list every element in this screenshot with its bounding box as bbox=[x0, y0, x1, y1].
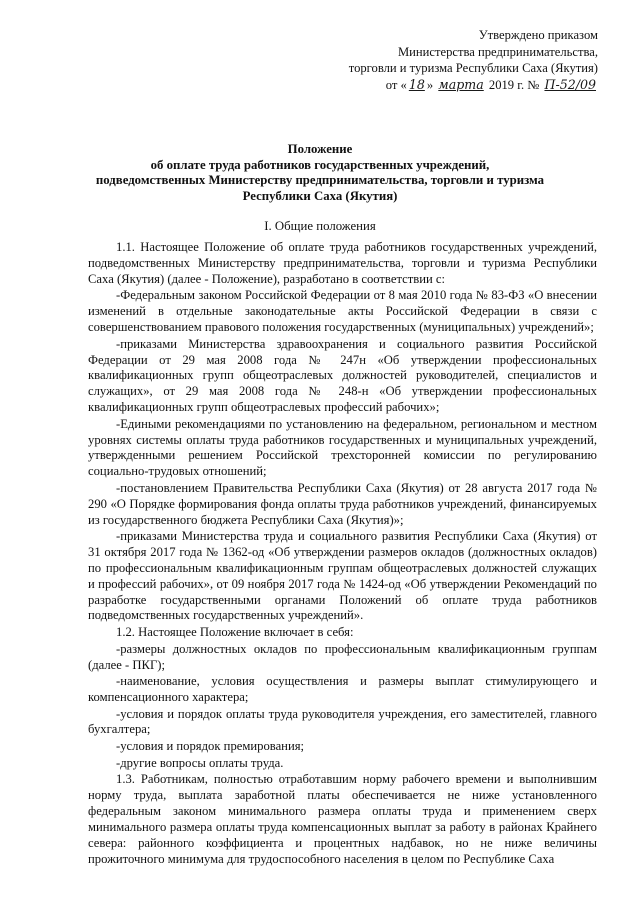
paragraph: -постановлением Правительства Республики Саха (Якутия) от 28 августа 2017 года № 290 «О Порядке формирования фонда оплаты труда работников учреждений, финансируемых из государственного бюджета Республики Саха (Якутия)»; bbox=[88, 480, 597, 527]
paragraph: -Федеральным законом Российской Федерации от 8 мая 2010 года № 83-ФЗ «О внесении изменений в отдельные законодательные акты Российской Федерации в связи с совершенствованием правового положения государственных (муниципальных) учреждений»; bbox=[88, 288, 597, 335]
date-mid: » bbox=[426, 77, 437, 92]
paragraph: -размеры должностных окладов по профессиональным квалификационным группам (далее - ПКГ); bbox=[88, 641, 597, 672]
approval-block bbox=[298, 27, 598, 93]
title-line-1: Положение bbox=[287, 142, 353, 156]
paragraph: 1.1. Настоящее Положение об оплате труда работников государственных учреждений, подведомственных Министерству предпринимательства, торговли и туризма Республики Саха (Якутия) (далее - Положение), разработано в соответствии с: bbox=[88, 240, 597, 286]
handwritten-month: марта bbox=[438, 76, 484, 92]
date-prefix: от « bbox=[385, 77, 407, 92]
approval-line-1: Утверждено приказом bbox=[478, 28, 598, 42]
paragraph: 1.3. Работникам, полностью отработавшим норму рабочего времени и выполнившим норму труда, выплата заработной платы обеспечивается не ниже установленного федеральным законом минимального размера оплаты труда и применением сверх минимального размера оплаты труда компенсационных выплат за работу в районах Крайнего севера: районного коэффициента и процентных надбавок, но не ниже величины прожиточного минимума для трудоспособного населения в целом по Республике Саха bbox=[88, 772, 597, 866]
paragraph: -Едиными рекомендациями по установлению на федеральном, региональном и местном уровнях системы оплаты труда работников государственных и муниципальных учреждений, утвержденными решением Российской трехсторонней комиссии по регулированию социально-трудовых отношений; bbox=[88, 416, 597, 479]
paragraph: -наименование, условия осуществления и размеры выплат стимулирующего и компенсационного характера; bbox=[88, 674, 597, 704]
title-line-4: Республики Саха (Якутия) bbox=[242, 188, 398, 203]
paragraph: 1.2. Настоящее Положение включает в себя: bbox=[116, 625, 354, 640]
paragraph: -приказами Министерства здравоохранения и социального развития Российской Федерации от 29 мая 2008 года № 247н «Об утверждении профессиональных квалификационных групп общеотраслевых должностей руководителей, специалистов и служащих», от 29 мая 2008 года № 248-н «Об утверждении профессиональных квалификационных групп общеотраслевых профессий рабочих»; bbox=[88, 336, 597, 415]
paragraph: -другие вопросы оплаты труда. bbox=[116, 755, 284, 770]
title-line-3: подведомственных Министерству предпринимательства, торговли и туризма bbox=[95, 173, 545, 188]
document-title bbox=[60, 142, 580, 204]
title-line-2: об оплате труда работников государственных учреждений, bbox=[150, 157, 490, 172]
handwritten-number: П-52/09 bbox=[544, 76, 596, 92]
paragraph: -приказами Министерства труда и социального развития Республики Саха (Якутия) от 31 октября 2017 года № 1362-од «Об утверждении размеров окладов (должностных окладов) по профессиональным квалификационным группам общеотраслевых должностей служащих и профессий рабочих», от 09 ноября 2017 года № 1424-од «Об утверждении Рекомендаций по разработке государственными органами Положений об оплате труда работников подведомственных государственных учреждений». bbox=[88, 529, 597, 623]
section-heading: I. Общие положения bbox=[264, 219, 376, 233]
document-body bbox=[88, 240, 597, 868]
approval-line-2: Министерства предпринимательства, bbox=[397, 44, 598, 59]
handwritten-day: 18 bbox=[408, 76, 425, 92]
date-suffix: 2019 г. № bbox=[485, 77, 543, 92]
approval-date-line bbox=[298, 77, 598, 94]
paragraph: -условия и порядок оплаты труда руководителя учреждения, его заместителей, главного бухгалтера; bbox=[88, 706, 597, 737]
paragraph: -условия и порядок премирования; bbox=[116, 739, 305, 754]
approval-line-3: торговли и туризма Республики Саха (Якутия) bbox=[348, 61, 598, 75]
